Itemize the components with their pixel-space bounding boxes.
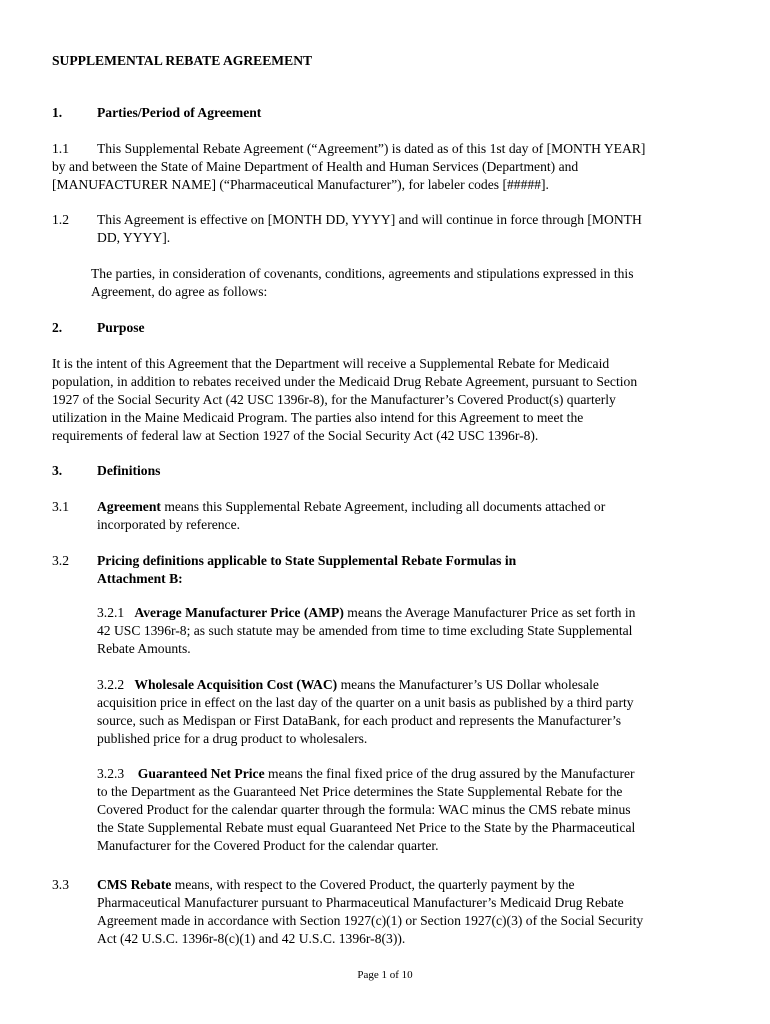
- section-3-2-2-line: published price for a drug product to wholesalers.: [97, 731, 368, 746]
- section-3-2-number: 3.2: [52, 553, 69, 568]
- definition-text: means the Manufacturer’s US Dollar wholesale: [337, 677, 599, 692]
- section-3-2-line: Attachment B:: [97, 571, 183, 586]
- section-3-number: 3.: [52, 463, 63, 478]
- section-3-2-1-line: [97, 604, 635, 622]
- definition-text: means, with respect to the Covered Product, the quarterly payment by the: [171, 877, 575, 892]
- section-3-2-1-number: 3.2.1: [97, 605, 125, 620]
- section-3-2-2-line: [97, 676, 599, 694]
- section-1-1-number: 1.1: [52, 141, 69, 156]
- section-1-1-line: by and between the State of Maine Department of Health and Human Services (Department) and: [52, 159, 579, 174]
- section-3-2-3-line: [97, 765, 635, 783]
- defined-term: Wholesale Acquisition Cost (WAC): [134, 677, 338, 692]
- section-1-number: 1.: [52, 105, 63, 120]
- purpose-line: requirements of federal law at Section 1927 of the Social Security Act (42 USC 1396r-8).: [52, 428, 539, 443]
- parties-paragraph-line: Agreement, do agree as follows:: [91, 284, 268, 299]
- section-1-2-line: DD, YYYY].: [97, 230, 171, 245]
- section-3-2-2-number: 3.2.2: [97, 677, 125, 692]
- section-3-2-3-line: Manufacturer for the Covered Product for the calendar quarter.: [97, 838, 439, 853]
- page-number-footer: Page 1 of 10: [357, 969, 413, 981]
- section-3-2-3-number: 3.2.3: [97, 766, 125, 781]
- defined-term: Average Manufacturer Price (AMP): [134, 605, 344, 620]
- section-3-heading: Definitions: [97, 463, 161, 478]
- section-3-2-1-line: 42 USC 1396r-8; as such statute may be amended from time to time excluding State Supplemental: [97, 623, 633, 638]
- definition-text: means this Supplemental Rebate Agreement, including all documents attached or: [160, 499, 606, 514]
- document-title: SUPPLEMENTAL REBATE AGREEMENT: [52, 53, 313, 68]
- section-1-2-line: This Agreement is effective on [MONTH DD, YYYY] and will continue in force through [MONTH: [97, 212, 642, 227]
- section-3-2-1-line: Rebate Amounts.: [97, 641, 191, 656]
- section-3-1-line: [97, 498, 605, 516]
- section-3-2-3-line: to the Department as the Guaranteed Net Price determines the State Supplemental Rebate for the: [97, 784, 623, 799]
- section-3-2-3-line: Covered Product for the calendar quarter through the formula: WAC minus the CMS rebate minus: [97, 802, 631, 817]
- section-2-heading: Purpose: [97, 320, 145, 335]
- parties-paragraph-line: The parties, in consideration of covenants, conditions, agreements and stipulations expressed in this: [91, 266, 634, 281]
- definition-text: means the Average Manufacturer Price as set forth in: [343, 605, 636, 620]
- section-3-3-line: Agreement made in accordance with Section 1927(c)(1) or Section 1927(c)(3) of the Social Security: [97, 913, 644, 928]
- definition-text: means the final fixed price of the drug assured by the Manufacturer: [264, 766, 635, 781]
- section-1-1-line: [MANUFACTURER NAME] (“Pharmaceutical Manufacturer”), for labeler codes [#####].: [52, 177, 549, 192]
- section-3-2-2-line: source, such as Medispan or First DataBank, for each product and represents the Manufacturer’s: [97, 713, 622, 728]
- section-3-3-line: Pharmaceutical Manufacturer pursuant to Pharmaceutical Manufacturer’s Medicaid Drug Rebate: [97, 895, 624, 910]
- purpose-line: It is the intent of this Agreement that the Department will receive a Supplemental Rebate for Medicaid: [52, 356, 610, 371]
- purpose-line: population, in addition to rebates received under the Medicaid Drug Rebate Agreement, pursuant to Section: [52, 374, 638, 389]
- section-3-3-line: [97, 876, 575, 894]
- purpose-line: utilization in the Maine Medicaid Program. The parties also intend for this Agreement to meet the: [52, 410, 584, 425]
- section-1-heading: Parties/Period of Agreement: [97, 105, 262, 120]
- purpose-line: 1927 of the Social Security Act (42 USC 1396r-8), for the Manufacturer’s Covered Product(s) quarterly: [52, 392, 616, 407]
- section-1-2-number: 1.2: [52, 212, 69, 227]
- section-2-number: 2.: [52, 320, 63, 335]
- section-3-3-line: Act (42 U.S.C. 1396r-8(c)(1) and 42 U.S.C. 1396r-8(3)).: [97, 931, 406, 946]
- section-3-1-line: incorporated by reference.: [97, 517, 241, 532]
- section-1-1-line: This Supplemental Rebate Agreement (“Agreement”) is dated as of this 1st day of [MONTH YEAR]: [97, 141, 646, 156]
- defined-term: Guaranteed Net Price: [137, 766, 265, 781]
- section-3-1-number: 3.1: [52, 499, 69, 514]
- section-3-2-line: Pricing definitions applicable to State Supplemental Rebate Formulas in: [97, 553, 517, 568]
- section-3-2-3-line: the State Supplemental Rebate must equal Guaranteed Net Price to the State by the Pharmaceutical: [97, 820, 636, 835]
- defined-term: CMS Rebate: [97, 877, 172, 892]
- section-3-2-2-line: acquisition price in effect on the last day of the quarter on a unit basis as published by a third party: [97, 695, 634, 710]
- defined-term: Agreement: [97, 499, 161, 514]
- section-3-3-number: 3.3: [52, 877, 69, 892]
